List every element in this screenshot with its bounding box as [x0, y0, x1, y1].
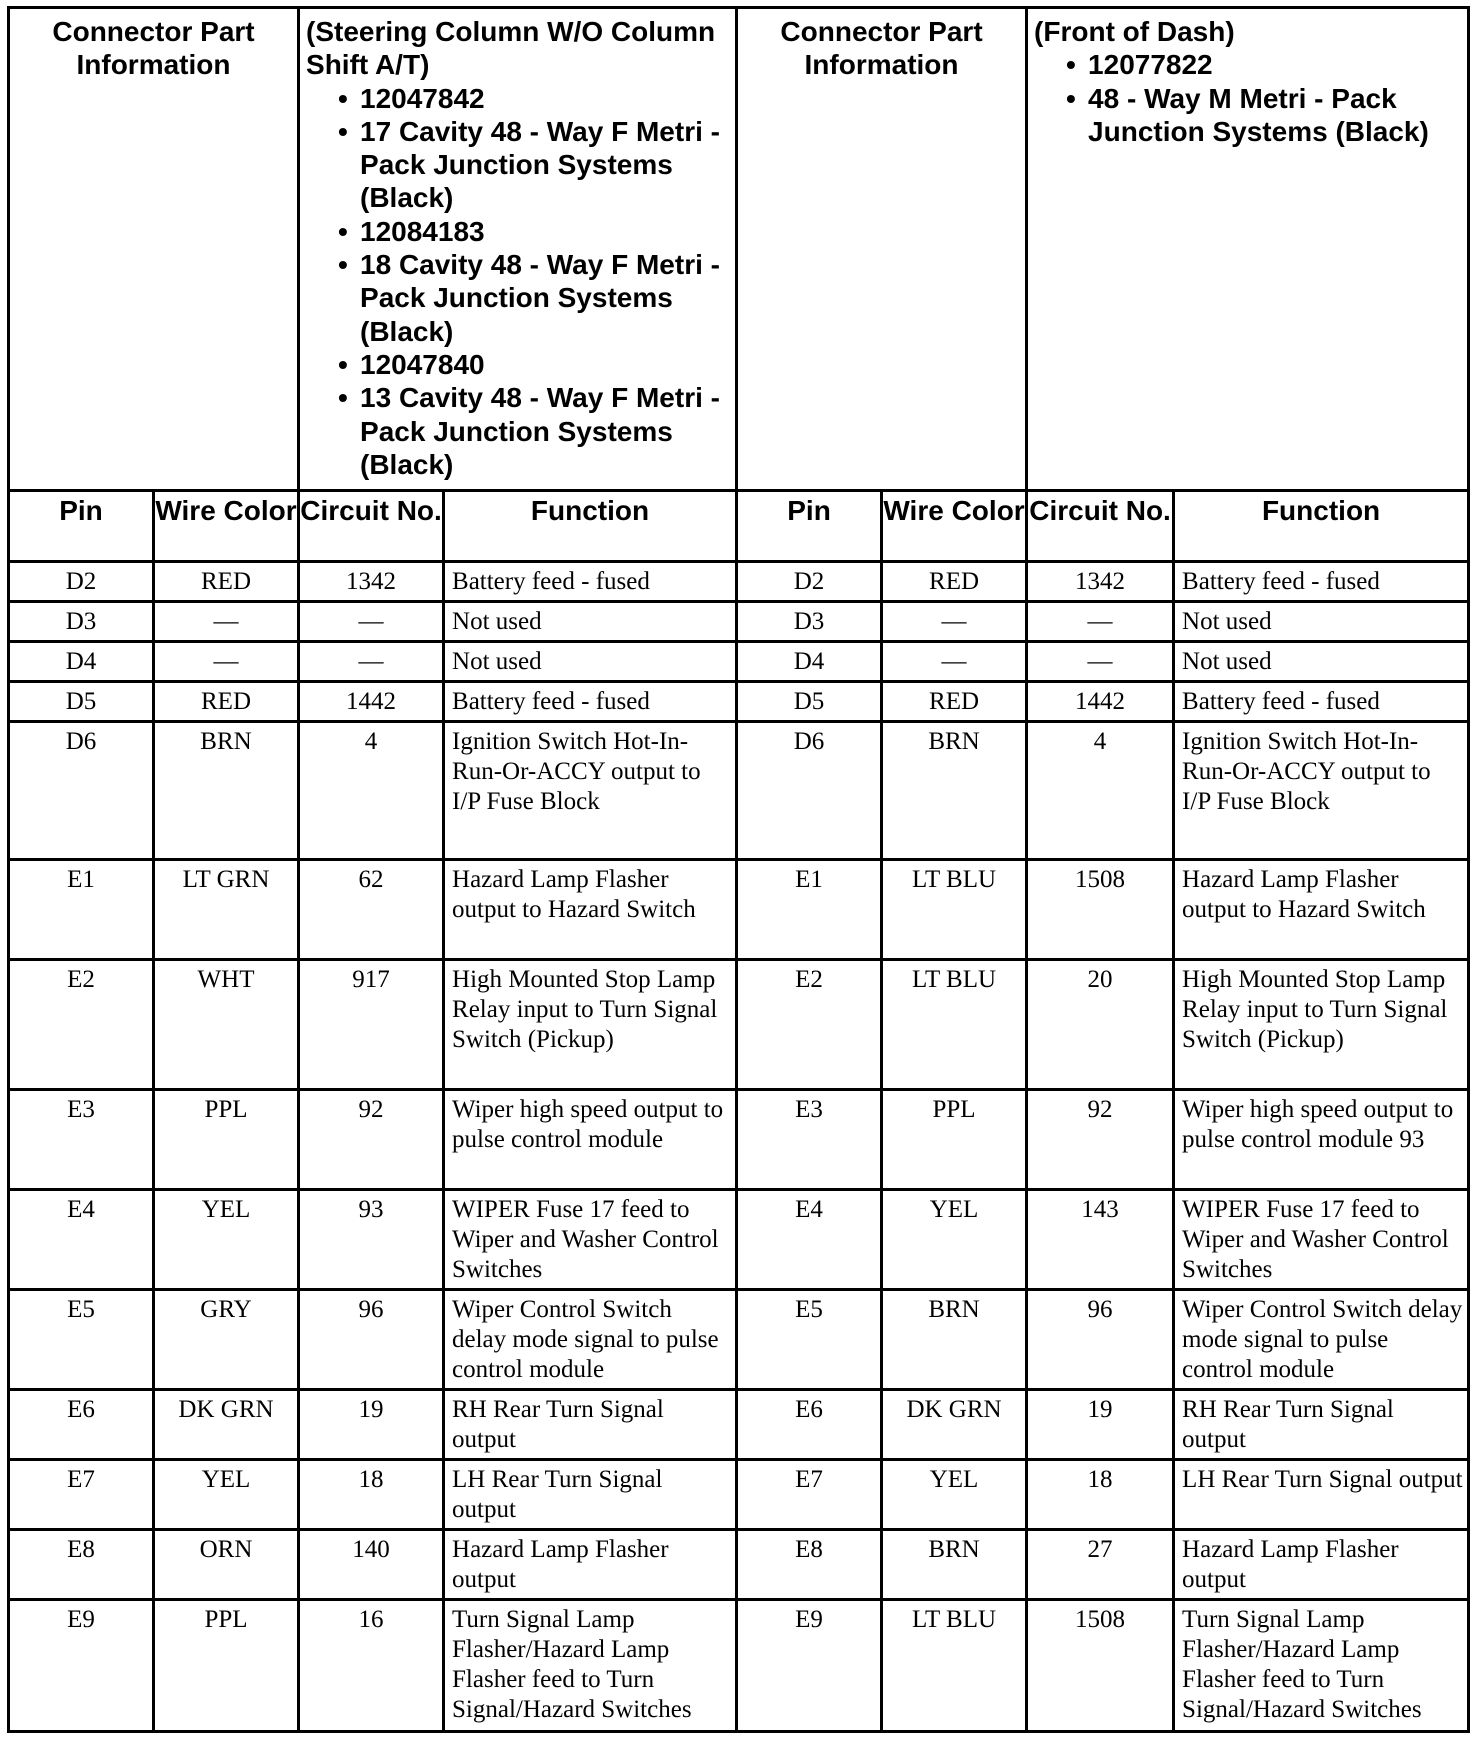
left-wire-color-cell: YEL [154, 1460, 299, 1530]
left-wire-color-cell: WHT [154, 960, 299, 1090]
left-wire-color-cell: RED [154, 562, 299, 602]
left-circuit-cell: 62 [299, 860, 444, 960]
table-row [9, 1600, 1469, 1732]
table-row [9, 1290, 1469, 1390]
left-pin-cell: E3 [9, 1090, 154, 1190]
col-header-pin: Pin [737, 491, 882, 562]
left-function-cell: Hazard Lamp Flasher output [444, 1530, 737, 1600]
right-wire-color-cell: BRN [882, 1290, 1027, 1390]
right-circuit-cell: 92 [1027, 1090, 1174, 1190]
right-wire-color-cell: LT BLU [882, 860, 1027, 960]
left-pin-cell: E4 [9, 1190, 154, 1290]
left-wire-color-cell: ORN [154, 1530, 299, 1600]
left-function-cell: LH Rear Turn Signal output [444, 1460, 737, 1530]
right-wire-color-cell: LT BLU [882, 1600, 1027, 1732]
right-wire-color-cell: YEL [882, 1190, 1027, 1290]
right-circuit-cell: — [1027, 642, 1174, 682]
left-circuit-cell: 4 [299, 722, 444, 860]
left-circuit-cell: — [299, 642, 444, 682]
table-row [9, 1530, 1469, 1600]
left-connector-bullets [306, 82, 731, 482]
left-circuit-cell: 93 [299, 1190, 444, 1290]
right-function-cell: Wiper Control Switch delay mode signal to pulse control module [1174, 1290, 1469, 1390]
right-circuit-cell: — [1027, 602, 1174, 642]
left-function-cell: RH Rear Turn Signal output [444, 1390, 737, 1460]
right-wire-color-cell: DK GRN [882, 1390, 1027, 1460]
left-function-cell: Turn Signal Lamp Flasher/Hazard Lamp Flasher feed to Turn Signal/Hazard Switches [444, 1600, 737, 1732]
left-function-cell: Battery feed - fused [444, 562, 737, 602]
left-wire-color-cell: PPL [154, 1090, 299, 1190]
right-connector-label [737, 8, 1027, 491]
right-connector-title: (Front of Dash) [1034, 16, 1235, 47]
right-circuit-cell: 1508 [1027, 1600, 1174, 1732]
right-pin-cell: D6 [737, 722, 882, 860]
left-wire-color-cell: LT GRN [154, 860, 299, 960]
left-circuit-cell: 140 [299, 1530, 444, 1600]
left-wire-color-cell: YEL [154, 1190, 299, 1290]
right-function-cell: Hazard Lamp Flasher output [1174, 1530, 1469, 1600]
table-row [9, 1390, 1469, 1460]
right-pin-cell: E6 [737, 1390, 882, 1460]
right-circuit-cell: 1508 [1027, 860, 1174, 960]
right-wire-color-cell: RED [882, 682, 1027, 722]
left-wire-color-cell: PPL [154, 1600, 299, 1732]
left-pin-cell: D3 [9, 602, 154, 642]
table-row [9, 1190, 1469, 1290]
right-pin-cell: E2 [737, 960, 882, 1090]
right-connector-info [1027, 8, 1469, 491]
right-wire-color-cell: BRN [882, 722, 1027, 860]
right-function-cell: Battery feed - fused [1174, 562, 1469, 602]
left-circuit-cell: — [299, 602, 444, 642]
right-function-cell: LH Rear Turn Signal output [1174, 1460, 1469, 1530]
right-wire-color-cell: BRN [882, 1530, 1027, 1600]
right-pin-cell: E9 [737, 1600, 882, 1732]
left-connector-title: (Steering Column W/O Column Shift A/T) [306, 16, 716, 81]
left-function-cell: WIPER Fuse 17 feed to Wiper and Washer Control Switches [444, 1190, 737, 1290]
left-function-cell: Ignition Switch Hot-In-Run-Or-ACCY output to I/P Fuse Block [444, 722, 737, 860]
right-pin-cell: D5 [737, 682, 882, 722]
right-pin-cell: E1 [737, 860, 882, 960]
right-pin-cell: E7 [737, 1460, 882, 1530]
left-circuit-cell: 1442 [299, 682, 444, 722]
table-row [9, 722, 1469, 860]
right-function-cell: Battery feed - fused [1174, 682, 1469, 722]
left-wire-color-cell: — [154, 642, 299, 682]
right-pin-cell: D3 [737, 602, 882, 642]
right-connector-bullets [1034, 48, 1463, 148]
right-pin-cell: E4 [737, 1190, 882, 1290]
col-header-pin: Pin [9, 491, 154, 562]
right-connector-bullet: • 48 - Way M Metri - Pack Junction Systems (Black) [1062, 82, 1463, 149]
right-circuit-cell: 96 [1027, 1290, 1174, 1390]
col-header-circuit-no: Circuit No. [299, 491, 444, 562]
left-wire-color-cell: — [154, 602, 299, 642]
connector-info-row [9, 8, 1469, 491]
right-circuit-cell: 1442 [1027, 682, 1174, 722]
left-pin-cell: E5 [9, 1290, 154, 1390]
left-function-cell: Hazard Lamp Flasher output to Hazard Switch [444, 860, 737, 960]
right-function-cell: RH Rear Turn Signal output [1174, 1390, 1469, 1460]
right-pin-cell: E3 [737, 1090, 882, 1190]
col-header-wire-color: Wire Color [882, 491, 1027, 562]
right-connector-bullet: • 12077822 [1062, 48, 1463, 81]
table-row [9, 602, 1469, 642]
left-function-cell: Wiper high speed output to pulse control module [444, 1090, 737, 1190]
table-row [9, 682, 1469, 722]
table-row [9, 960, 1469, 1090]
left-function-cell: Wiper Control Switch delay mode signal to pulse control module [444, 1290, 737, 1390]
left-wire-color-cell: DK GRN [154, 1390, 299, 1460]
left-pin-cell: E6 [9, 1390, 154, 1460]
left-circuit-cell: 917 [299, 960, 444, 1090]
right-connector-label-text: Connector Part Information [780, 16, 983, 80]
connector-pinout-table [7, 6, 1470, 1733]
right-function-cell: Hazard Lamp Flasher output to Hazard Switch [1174, 860, 1469, 960]
right-circuit-cell: 1342 [1027, 562, 1174, 602]
right-wire-color-cell: YEL [882, 1460, 1027, 1530]
left-circuit-cell: 96 [299, 1290, 444, 1390]
left-connector-label-text: Connector Part Information [52, 16, 255, 80]
right-circuit-cell: 18 [1027, 1460, 1174, 1530]
left-pin-cell: E2 [9, 960, 154, 1090]
right-circuit-cell: 20 [1027, 960, 1174, 1090]
column-header-row [9, 491, 1469, 562]
right-function-cell: WIPER Fuse 17 feed to Wiper and Washer Control Switches [1174, 1190, 1469, 1290]
col-header-circuit-no: Circuit No. [1027, 491, 1174, 562]
right-function-cell: Not used [1174, 642, 1469, 682]
left-pin-cell: E7 [9, 1460, 154, 1530]
left-function-cell: High Mounted Stop Lamp Relay input to Turn Signal Switch (Pickup) [444, 960, 737, 1090]
col-header-wire-color: Wire Color [154, 491, 299, 562]
table-row [9, 1090, 1469, 1190]
right-function-cell: Turn Signal Lamp Flasher/Hazard Lamp Flasher feed to Turn Signal/Hazard Switches [1174, 1600, 1469, 1732]
right-function-cell: Not used [1174, 602, 1469, 642]
left-function-cell: Not used [444, 602, 737, 642]
right-pin-cell: D4 [737, 642, 882, 682]
right-pin-cell: D2 [737, 562, 882, 602]
right-function-cell: Wiper high speed output to pulse control module 93 [1174, 1090, 1469, 1190]
right-circuit-cell: 27 [1027, 1530, 1174, 1600]
right-function-cell: Ignition Switch Hot-In-Run-Or-ACCY output to I/P Fuse Block [1174, 722, 1469, 860]
right-function-cell: High Mounted Stop Lamp Relay input to Turn Signal Switch (Pickup) [1174, 960, 1469, 1090]
table-row [9, 860, 1469, 960]
right-circuit-cell: 4 [1027, 722, 1174, 860]
left-function-cell: Battery feed - fused [444, 682, 737, 722]
left-wire-color-cell: BRN [154, 722, 299, 860]
left-circuit-cell: 16 [299, 1600, 444, 1732]
left-pin-cell: D2 [9, 562, 154, 602]
pinout-rows [9, 562, 1469, 1732]
left-pin-cell: E1 [9, 860, 154, 960]
left-connector-bullet: • 12084183 [334, 215, 731, 248]
table-row [9, 1460, 1469, 1530]
table-row [9, 562, 1469, 602]
left-pin-cell: D4 [9, 642, 154, 682]
left-function-cell: Not used [444, 642, 737, 682]
left-pin-cell: E8 [9, 1530, 154, 1600]
right-wire-color-cell: RED [882, 562, 1027, 602]
left-pin-cell: D5 [9, 682, 154, 722]
left-connector-bullet: • 12047842 [334, 82, 731, 115]
left-circuit-cell: 92 [299, 1090, 444, 1190]
right-wire-color-cell: — [882, 602, 1027, 642]
right-wire-color-cell: LT BLU [882, 960, 1027, 1090]
right-circuit-cell: 143 [1027, 1190, 1174, 1290]
left-circuit-cell: 19 [299, 1390, 444, 1460]
right-wire-color-cell: — [882, 642, 1027, 682]
left-pin-cell: E9 [9, 1600, 154, 1732]
table-row [9, 642, 1469, 682]
right-pin-cell: E8 [737, 1530, 882, 1600]
col-header-function: Function [1174, 491, 1469, 562]
col-header-function: Function [444, 491, 737, 562]
right-wire-color-cell: PPL [882, 1090, 1027, 1190]
left-pin-cell: D6 [9, 722, 154, 860]
left-circuit-cell: 1342 [299, 562, 444, 602]
left-connector-bullet: • 13 Cavity 48 - Way F Metri - Pack Junction Systems (Black) [334, 381, 731, 481]
right-circuit-cell: 19 [1027, 1390, 1174, 1460]
left-connector-info [299, 8, 737, 491]
left-connector-label [9, 8, 299, 491]
left-wire-color-cell: GRY [154, 1290, 299, 1390]
left-wire-color-cell: RED [154, 682, 299, 722]
right-pin-cell: E5 [737, 1290, 882, 1390]
left-connector-bullet: • 18 Cavity 48 - Way F Metri - Pack Junction Systems (Black) [334, 248, 731, 348]
left-connector-bullet: • 17 Cavity 48 - Way F Metri - Pack Junction Systems (Black) [334, 115, 731, 215]
left-connector-bullet: • 12047840 [334, 348, 731, 381]
left-circuit-cell: 18 [299, 1460, 444, 1530]
